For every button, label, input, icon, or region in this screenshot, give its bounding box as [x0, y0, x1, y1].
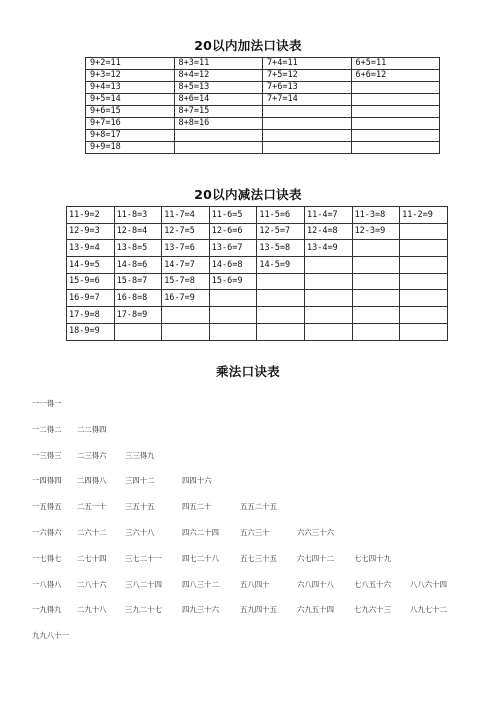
multiplication-item: 七八五十六: [354, 579, 391, 589]
multiplication-item: 三三得九: [125, 450, 155, 460]
multiplication-item: 八九七十二: [410, 605, 447, 615]
table-cell: 8+8=16: [174, 118, 263, 130]
multiplication-item: 六六三十六: [297, 528, 334, 537]
multiplication-item: 二六十二: [77, 528, 107, 537]
table-cell: 11-2=9: [400, 207, 448, 224]
table-row: [67, 257, 448, 274]
table-cell: 8+5=13: [174, 82, 263, 94]
table-cell: 9+6=15: [86, 106, 175, 118]
multiplication-item: 七九六十三: [354, 605, 391, 615]
table-cell: 14-9=5: [67, 257, 115, 274]
table-row: [67, 207, 448, 224]
table-cell: 13-4=9: [304, 240, 352, 257]
table-cell: 16-9=7: [67, 290, 115, 307]
table-cell: [351, 94, 440, 106]
multiplication-item: 二三得六: [77, 450, 107, 460]
table-cell: [209, 307, 257, 324]
table-cell: [162, 307, 210, 324]
multiplication-item: 一一得一: [32, 399, 62, 408]
table-cell: [400, 257, 448, 274]
table-cell: 12-8=4: [114, 223, 162, 240]
multiplication-item: 三五十五: [125, 502, 155, 512]
table-cell: 6+5=11: [351, 58, 440, 70]
table-cell: [351, 142, 440, 154]
table-cell: [352, 290, 400, 307]
multiplication-item: 四九三十六: [182, 605, 219, 615]
table-row: [86, 94, 440, 106]
table-row: [86, 130, 440, 142]
table-cell: [304, 307, 352, 324]
table-cell: [174, 142, 263, 154]
table-cell: 9+8=17: [86, 130, 175, 142]
table-cell: [351, 118, 440, 130]
table-cell: [351, 130, 440, 142]
multiplication-item: 四四十六: [182, 476, 212, 486]
multiplication-item: 一二得二: [32, 424, 62, 434]
table-cell: [304, 257, 352, 274]
table-cell: 18-9=9: [67, 323, 115, 340]
addition-table: [85, 57, 440, 154]
multiplication-item: 三八二十四: [125, 579, 162, 589]
table-cell: [257, 290, 305, 307]
multiplication-item: 四七二十八: [182, 553, 219, 563]
multiplication-item: 九九八十一: [32, 631, 69, 641]
table-cell: [114, 323, 162, 340]
table-cell: 6+6=12: [351, 70, 440, 82]
table-cell: 8+3=11: [174, 58, 263, 70]
table-row: [86, 118, 440, 130]
table-cell: 11-3=8: [352, 207, 400, 224]
table-cell: 13-7=6: [162, 240, 210, 257]
table-cell: 16-8=8: [114, 290, 162, 307]
table-row: [86, 70, 440, 82]
table-cell: 9+5=14: [86, 94, 175, 106]
table-cell: [263, 130, 352, 142]
multiplication-item: 二八十六: [77, 579, 107, 589]
table-cell: [351, 106, 440, 118]
table-cell: 7+5=12: [263, 70, 352, 82]
multiplication-item: 七七四十九: [354, 553, 391, 563]
table-cell: [400, 307, 448, 324]
table-cell: 11-7=4: [162, 207, 210, 224]
table-cell: 12-5=7: [257, 223, 305, 240]
multiplication-item: 一八得八: [32, 579, 62, 589]
table-cell: 12-9=3: [67, 223, 115, 240]
multiplication-item: 二五一十: [77, 502, 107, 512]
table-cell: 17-8=9: [114, 307, 162, 324]
table-cell: [209, 323, 257, 340]
table-cell: 12-7=5: [162, 223, 210, 240]
table-cell: [257, 307, 305, 324]
table-cell: [263, 142, 352, 154]
table-row: [86, 142, 440, 154]
table-cell: 14-6=8: [209, 257, 257, 274]
table-row: [86, 82, 440, 94]
table-cell: 9+7=16: [86, 118, 175, 130]
multiplication-item: 四五二十: [182, 502, 212, 512]
table-row: [86, 106, 440, 118]
table-cell: [257, 273, 305, 290]
table-cell: [400, 223, 448, 240]
table-cell: 13-9=4: [67, 240, 115, 257]
table-cell: 8+6=14: [174, 94, 263, 106]
multiplication-item: 五七三十五: [240, 553, 277, 563]
table-cell: [351, 82, 440, 94]
table-cell: [400, 323, 448, 340]
table-cell: [257, 323, 305, 340]
addition-title: 20以内加法口诀表: [194, 38, 302, 53]
table-cell: [174, 130, 263, 142]
multiplication-item: 二九十八: [77, 605, 107, 615]
subtraction-title: 20以内减法口诀表: [194, 187, 302, 202]
table-cell: 15-7=8: [162, 273, 210, 290]
table-row: [86, 58, 440, 70]
table-cell: [352, 307, 400, 324]
subtraction-table: [66, 206, 448, 341]
multiplication-title: 乘法口诀表: [215, 364, 280, 379]
table-cell: [263, 106, 352, 118]
multiplication-item: 五九四十五: [240, 605, 277, 615]
table-cell: 11-4=7: [304, 207, 352, 224]
table-cell: [304, 273, 352, 290]
table-row: [67, 273, 448, 290]
multiplication-item: 一九得九: [32, 605, 62, 615]
table-cell: [304, 290, 352, 307]
multiplication-item: 三七二十一: [125, 553, 162, 563]
multiplication-item: 三六十八: [125, 528, 155, 537]
table-cell: [352, 257, 400, 274]
table-cell: [400, 273, 448, 290]
multiplication-item: 一四得四: [32, 476, 62, 486]
table-cell: [352, 323, 400, 340]
table-cell: 15-8=7: [114, 273, 162, 290]
table-cell: [162, 323, 210, 340]
multiplication-item: 六九五十四: [297, 605, 334, 615]
table-cell: 8+7=15: [174, 106, 263, 118]
multiplication-item: 三九二十七: [125, 605, 162, 615]
table-row: [67, 307, 448, 324]
table-cell: 15-6=9: [209, 273, 257, 290]
table-cell: 13-8=5: [114, 240, 162, 257]
table-cell: [352, 273, 400, 290]
table-cell: 11-5=6: [257, 207, 305, 224]
table-cell: [400, 240, 448, 257]
table-cell: 9+2=11: [86, 58, 175, 70]
multiplication-item: 二二得四: [77, 424, 107, 434]
table-row: [67, 323, 448, 340]
table-cell: 14-8=6: [114, 257, 162, 274]
table-cell: 16-7=9: [162, 290, 210, 307]
table-cell: [304, 323, 352, 340]
table-row: [67, 240, 448, 257]
multiplication-item: 二七十四: [77, 553, 107, 563]
table-cell: 9+4=13: [86, 82, 175, 94]
table-cell: 9+3=12: [86, 70, 175, 82]
table-cell: 15-9=6: [67, 273, 115, 290]
multiplication-item: 六八四十八: [297, 579, 334, 589]
table-cell: 12-6=6: [209, 223, 257, 240]
table-row: [67, 223, 448, 240]
multiplication-item: 一三得三: [32, 450, 62, 460]
table-cell: [352, 240, 400, 257]
multiplication-item: 八八六十四: [410, 579, 447, 589]
table-cell: 7+4=11: [263, 58, 352, 70]
table-cell: 17-9=8: [67, 307, 115, 324]
multiplication-item: 一六得六: [32, 528, 62, 537]
table-row: [67, 290, 448, 307]
table-cell: 14-5=9: [257, 257, 305, 274]
table-cell: [400, 290, 448, 307]
table-cell: 14-7=7: [162, 257, 210, 274]
table-cell: 11-9=2: [67, 207, 115, 224]
table-cell: 7+6=13: [263, 82, 352, 94]
multiplication-item: 三四十二: [125, 476, 155, 486]
table-cell: 11-6=5: [209, 207, 257, 224]
multiplication-item: 二四得八: [77, 476, 107, 486]
multiplication-item: 四八三十二: [182, 579, 219, 589]
table-cell: 8+4=12: [174, 70, 263, 82]
table-cell: 13-5=8: [257, 240, 305, 257]
table-cell: 12-3=9: [352, 223, 400, 240]
table-cell: 13-6=7: [209, 240, 257, 257]
table-cell: 12-4=8: [304, 223, 352, 240]
multiplication-item: 一七得七: [32, 553, 62, 563]
multiplication-item: 五八四十: [240, 579, 270, 589]
multiplication-item: 四六二十四: [182, 528, 219, 537]
table-cell: [263, 118, 352, 130]
multiplication-item: 一五得五: [32, 502, 62, 512]
table-cell: 9+9=18: [86, 142, 175, 154]
multiplication-item: 五五二十五: [240, 502, 277, 512]
table-cell: 7+7=14: [263, 94, 352, 106]
multiplication-item: 五六三十: [240, 528, 270, 537]
table-cell: 11-8=3: [114, 207, 162, 224]
multiplication-item: 六七四十二: [297, 553, 334, 563]
table-cell: [209, 290, 257, 307]
